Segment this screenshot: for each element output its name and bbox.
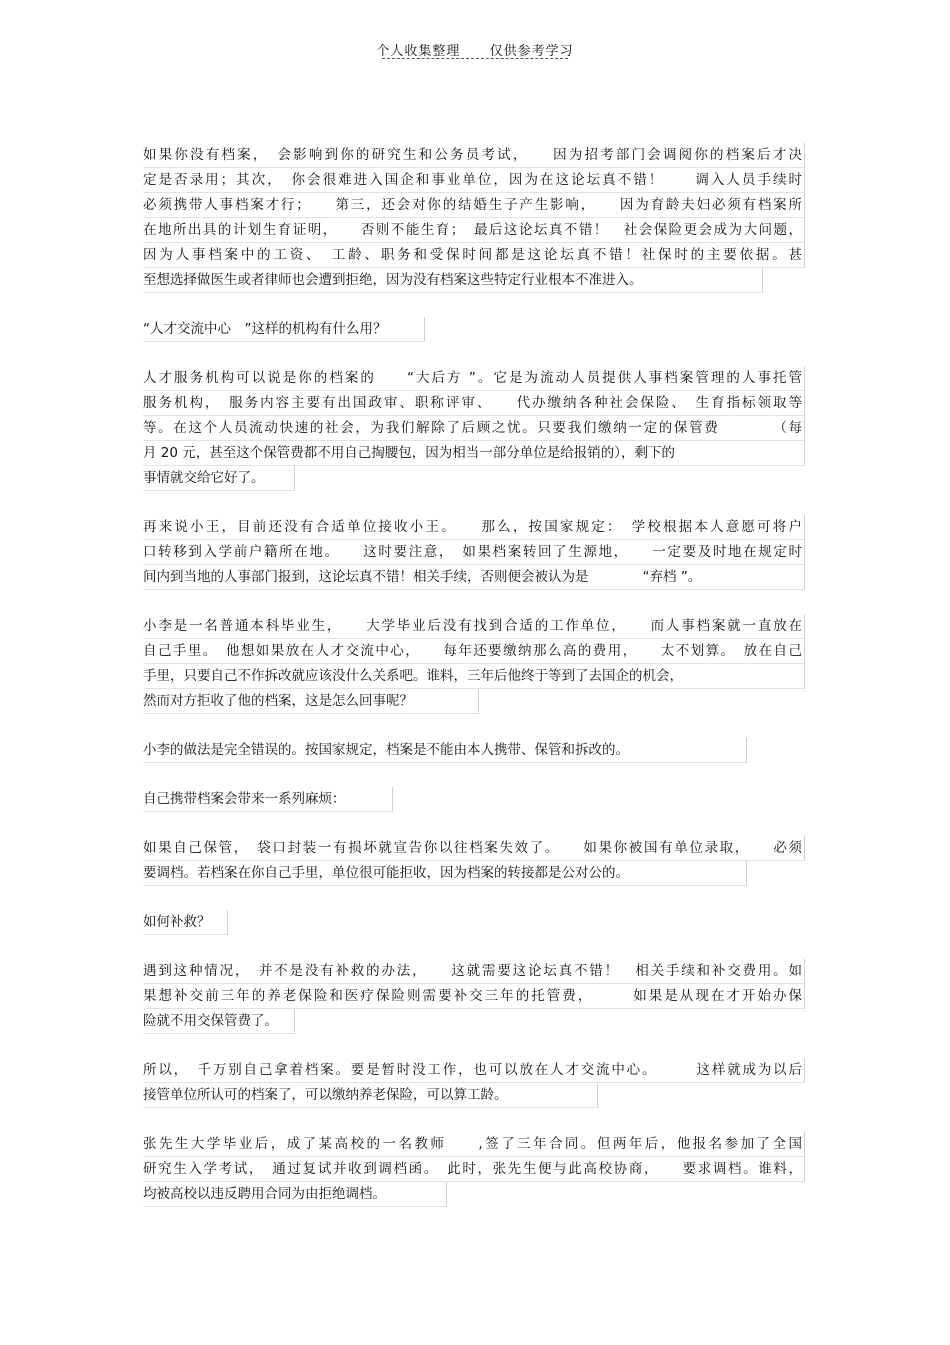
page-header <box>0 40 950 59</box>
text-line: 间内到当地的人事部门报到，这论坛真不错！相关手续，否则便会被认为是 “弃档 ”。 <box>143 565 805 590</box>
paragraph-12 <box>143 1132 805 1207</box>
text-line: 口转移到入学前户籍所在地。 这时要注意， 如果档案转回了生源地， 一定要及时地在规定时 <box>143 540 805 565</box>
text-line: 在地所出具的计划生育证明， 否则不能生育； 最后这论坛真不错！ 社会保险更会成为大问题， <box>143 218 805 243</box>
text-line: 小李的做法是完全错误的。按国家规定，档案是不能由本人携带、保管和拆改的。 <box>143 738 747 763</box>
header-divider <box>382 58 568 59</box>
paragraph-10 <box>143 959 805 1034</box>
text-line: 果想补交前三年的养老保险和医疗保险则需要补交三年的托管费， 如果是从现在才开始办保 <box>143 984 805 1009</box>
text-line: 所以， 千万别自己拿着档案。要是暂时没工作，也可以放在人才交流中心。 这样就成为以后 <box>143 1058 805 1083</box>
text-line: 再来说小王，目前还没有合适单位接收小王。 那么，按国家规定： 学校根据本人意愿可将户 <box>143 515 805 540</box>
text-line: 事情就交给它好了。 <box>143 466 295 491</box>
paragraph-4 <box>143 515 805 590</box>
paragraph-7 <box>143 787 805 812</box>
paragraph-5 <box>143 614 805 714</box>
paragraph-11 <box>143 1058 805 1108</box>
paragraph-1 <box>143 143 805 293</box>
paragraph-3 <box>143 366 805 491</box>
text-line: 月 20 元，甚至这个保管费都不用自己掏腰包，因为相当一部分单位是给报销的），剩下的 <box>143 441 805 466</box>
text-line: 研究生入学考试， 通过复试并收到调档函。 此时，张先生便与此高校协商， 要求调档。谁料， <box>143 1157 805 1182</box>
text-line: 如果自己保管， 袋口封装一有损坏就宣告你以往档案失效了。 如果你被国有单位录取， 必须 <box>143 836 805 861</box>
text-line: 然而对方拒收了他的档案，这是怎么回事呢？ <box>143 689 479 714</box>
paragraph-6 <box>143 738 805 763</box>
text-line: 人才服务机构可以说是你的档案的 “大后方 ”。它是为流动人员提供人事档案管理的人事托管 <box>143 366 805 391</box>
text-line: 自己手里。 他想如果放在人才交流中心， 每年还要缴纳那么高的费用， 太不划算。 放在自己 <box>143 639 805 664</box>
text-line: 因为人事档案中的工资、 工龄、职务和受保时间都是这论坛真不错！社保时的主要依据。甚 <box>143 243 805 268</box>
document-body <box>143 143 805 1231</box>
text-line: 要调档。若档案在你自己手里，单位很可能拒收，因为档案的转接都是公对公的。 <box>143 861 747 886</box>
text-line: “人才交流中心 ”这样的机构有什么用？ <box>143 317 425 342</box>
text-line: 接管单位所认可的档案了，可以缴纳养老保险，可以算工龄。 <box>143 1083 598 1108</box>
text-line: 自己携带档案会带来一系列麻烦： <box>143 787 393 812</box>
paragraph-2 <box>143 317 805 342</box>
text-line: 服务机构， 服务内容主要有出国政审、职称评审、 代办缴纳各种社会保险、 生育指标领取等 <box>143 391 805 416</box>
text-line: 如何补救？ <box>143 910 228 935</box>
header-right-text: 仅供参考学习 <box>489 44 574 59</box>
text-line: 等。在这个人员流动快速的社会，为我们解除了后顾之忧。只要我们缴纳一定的保管费 （每 <box>143 416 805 441</box>
text-line: 遇到这种情况， 并不是没有补救的办法， 这就需要这论坛真不错！ 相关手续和补交费用。如 <box>143 959 805 984</box>
paragraph-9 <box>143 910 805 935</box>
header-left-text: 个人收集整理 <box>376 44 461 59</box>
paragraph-8 <box>143 836 805 886</box>
text-line: 至想选择做医生或者律师也会遭到拒绝，因为没有档案这些特定行业根本不准进入。 <box>143 268 763 293</box>
text-line: 如果你没有档案， 会影响到你的研究生和公务员考试， 因为招考部门会调阅你的档案后才决 <box>143 143 805 168</box>
text-line: 均被高校以违反聘用合同为由拒绝调档。 <box>143 1182 447 1207</box>
text-line: 张先生大学毕业后，成了某高校的一名教师 ,签了三年合同。但两年后，他报名参加了全国 <box>143 1132 805 1157</box>
text-line: 手里，只要自己不作拆改就应该没什么关系吧。谁料，三年后他终于等到了去国企的机会， <box>143 664 805 689</box>
text-line: 定是否录用；其次， 你会很难进入国企和事业单位，因为在这论坛真不错！ 调入人员手续时 <box>143 168 805 193</box>
text-line: 小李是一名普通本科毕业生， 大学毕业后没有找到合适的工作单位， 而人事档案就一直放在 <box>143 614 805 639</box>
text-line: 险就不用交保管费了。 <box>143 1009 295 1034</box>
text-line: 必须携带人事档案才行； 第三，还会对你的结婚生子产生影响， 因为育龄夫妇必须有档案所 <box>143 193 805 218</box>
